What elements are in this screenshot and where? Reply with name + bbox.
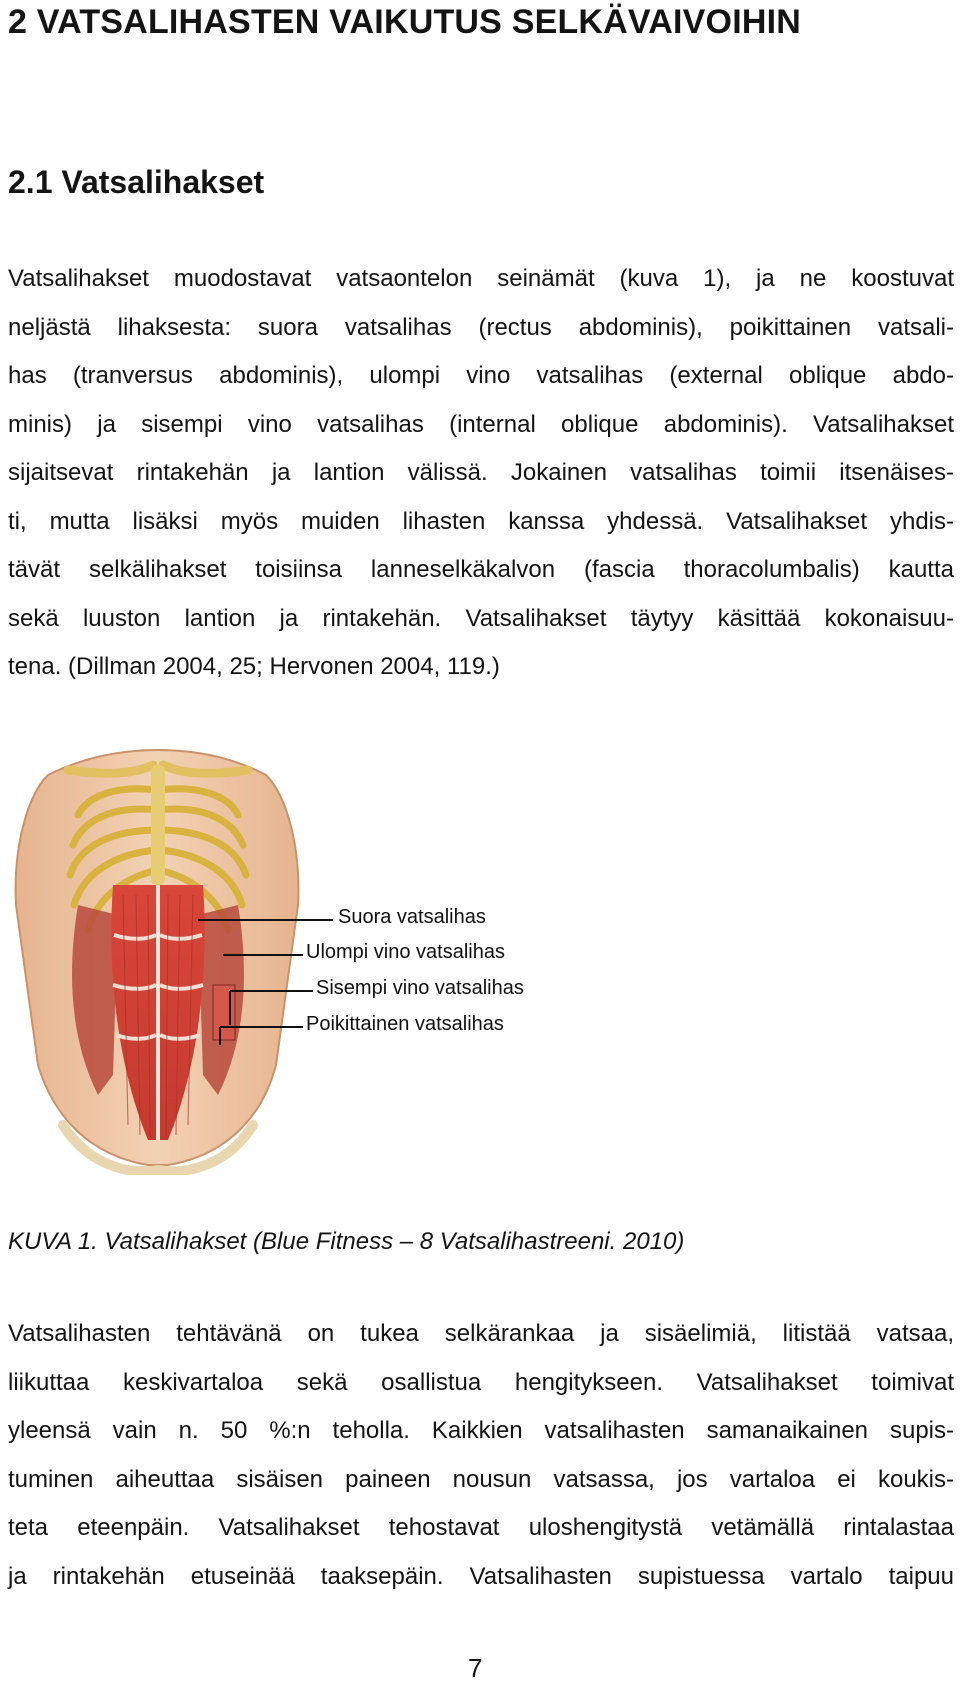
label-poikittainen-vatsalihas: Poikittainen vatsalihas [306, 1013, 504, 1035]
paragraph-line: sijaitsevat rintakehän ja lantion välissä. Jokainen vatsalihas toimii itsenäises- [8, 459, 954, 486]
function-paragraph [8, 1310, 954, 1601]
label-sisempi-vino-vatsalihas: Sisempi vino vatsalihas [316, 977, 524, 999]
abdominal-muscles-figure [8, 735, 578, 1175]
paragraph-line: minis) ja sisempi vino vatsalihas (internal oblique abdominis). Vatsalihakset [8, 410, 954, 438]
label-suora-vatsalihas: Suora vatsalihas [338, 906, 486, 928]
page-number: 7 [468, 1653, 483, 1683]
paragraph-line: has (tranversus abdominis), ulompi vino vatsalihas (external oblique abdo- [8, 362, 954, 389]
paragraph-line: Vatsalihasten tehtävänä on tukea selkärankaa ja sisäelimiä, litistää vatsaa, [8, 1320, 954, 1347]
paragraph-line: liikuttaa keskivartaloa sekä osallistua hengitykseen. Vatsalihakset toimivat [8, 1368, 954, 1396]
section-heading: 2.1 Vatsalihakset [8, 164, 265, 200]
figure-caption: KUVA 1. Vatsalihakset (Blue Fitness – 8 Vatsalihastreeni. 2010) [8, 1228, 685, 1255]
paragraph-line: tuminen aiheuttaa sisäisen paineen nousun vatsassa, jos vartaloa ei koukis- [8, 1465, 954, 1493]
paragraph-line: tävät selkälihakset toisiinsa lanneselkäkalvon (fascia thoracolumbalis) kautta [8, 556, 954, 583]
label-ulompi-vino-vatsalihas: Ulompi vino vatsalihas [306, 941, 505, 963]
paragraph-line: tena. (Dillman 2004, 25; Hervonen 2004, 119.) [8, 653, 500, 680]
paragraph-line: teta eteenpäin. Vatsalihakset tehostavat uloshengitystä vetämällä rintalastaa [8, 1514, 954, 1541]
paragraph-line: yleensä vain n. 50 %:n teholla. Kaikkien vatsalihasten samanaikainen supis- [8, 1417, 954, 1444]
paragraph-line: ja rintakehän etuseinää taaksepäin. Vatsalihasten supistuessa vartalo taipuu [8, 1562, 954, 1590]
paragraph-line: ti, mutta lisäksi myös muiden lihasten kanssa yhdessä. Vatsalihakset yhdis- [8, 507, 954, 535]
chapter-heading: 2 VATSALIHASTEN VAIKUTUS SELKÄVAIVOIHIN [8, 3, 802, 41]
paragraph-line: neljästä lihaksesta: suora vatsalihas (rectus abdominis), poikittainen vatsali- [8, 313, 954, 341]
intro-paragraph [8, 255, 954, 692]
paragraph-line: sekä luuston lantion ja rintakehän. Vatsalihakset täytyy käsittää kokonaisuu- [8, 604, 954, 632]
paragraph-line: Vatsalihakset muodostavat vatsaontelon seinämät (kuva 1), ja ne koostuvat [8, 265, 954, 292]
